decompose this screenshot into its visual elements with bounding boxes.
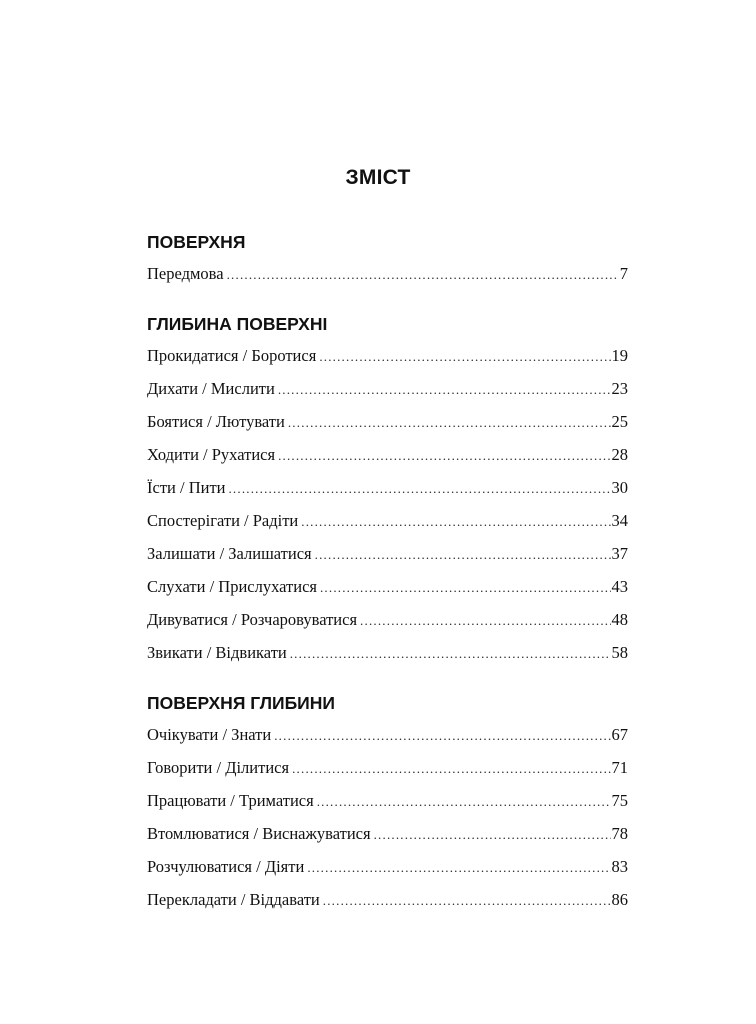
dot-leader <box>290 642 611 666</box>
dot-leader <box>274 724 610 748</box>
toc-entry-title: Передмова <box>147 264 224 283</box>
toc-entry-title: Прокидатися / Боротися <box>147 346 317 365</box>
dot-leader <box>292 757 610 781</box>
toc-entry <box>147 641 628 674</box>
toc-entry-list <box>147 723 628 921</box>
toc-entry <box>147 262 628 295</box>
toc-entry <box>147 410 628 443</box>
toc-entry-page-number: 25 <box>611 412 628 431</box>
toc-entry <box>147 789 628 822</box>
dot-leader <box>278 378 611 402</box>
toc-entry <box>147 542 628 575</box>
toc-entry <box>147 476 628 509</box>
dot-leader <box>360 609 610 633</box>
toc-entry <box>147 509 628 542</box>
dot-leader <box>307 856 610 880</box>
toc-entry-title: Залишати / Залишатися <box>147 544 312 563</box>
toc-entry <box>147 723 628 756</box>
page-title: ЗМІСТ <box>345 166 411 189</box>
toc-entry-title: Їсти / Пити <box>147 478 226 497</box>
toc-entry-page-number: 34 <box>611 511 628 530</box>
toc-section <box>147 230 628 295</box>
toc-entry-page-number: 37 <box>611 544 628 563</box>
toc-entry <box>147 756 628 789</box>
toc-entry-page-number: 30 <box>611 478 628 497</box>
toc-entry-title: Перекладати / Віддавати <box>147 890 320 909</box>
toc-entry-title: Очікувати / Знати <box>147 725 272 744</box>
dot-leader <box>288 411 611 435</box>
dot-leader <box>319 345 610 369</box>
dot-leader <box>320 576 611 600</box>
toc-entry-page-number: 71 <box>611 758 628 777</box>
dot-leader <box>374 823 611 847</box>
dot-leader <box>315 543 611 567</box>
toc-section <box>147 691 628 921</box>
toc-entry <box>147 822 628 855</box>
toc-entry-title: Говорити / Ділитися <box>147 758 290 777</box>
toc-section <box>147 312 628 674</box>
toc-entry-list <box>147 262 628 295</box>
toc-entry <box>147 608 628 641</box>
toc-entry-page-number: 28 <box>611 445 628 464</box>
toc-entry-title: Розчулюватися / Діяти <box>147 857 305 876</box>
toc-entry-title: Спостерігати / Радіти <box>147 511 299 530</box>
toc-entry-page-number: 43 <box>611 577 628 596</box>
toc-entry <box>147 377 628 410</box>
toc-entry <box>147 344 628 377</box>
dot-leader <box>228 477 610 501</box>
toc-entry-list <box>147 344 628 674</box>
toc-entry-page-number: 83 <box>611 857 628 876</box>
toc-entry-title: Боятися / Лютувати <box>147 412 285 431</box>
toc-entry <box>147 888 628 921</box>
dot-leader <box>227 263 619 287</box>
toc-entry-page-number: 86 <box>611 890 628 909</box>
toc-entry-title: Слухати / Прислухатися <box>147 577 317 596</box>
toc-entry <box>147 575 628 608</box>
toc-entry-title: Ходити / Рухатися <box>147 445 276 464</box>
table-of-contents <box>147 230 628 921</box>
toc-entry-page-number: 19 <box>611 346 628 365</box>
toc-entry-title: Дивуватися / Розчаровуватися <box>147 610 358 629</box>
toc-entry-page-number: 48 <box>611 610 628 629</box>
dot-leader <box>323 889 611 913</box>
toc-entry <box>147 443 628 476</box>
section-heading: ПОВЕРХНЯ ГЛИБИНИ <box>147 693 335 713</box>
dot-leader <box>301 510 610 534</box>
toc-entry-page-number: 75 <box>611 791 628 810</box>
toc-entry-page-number: 78 <box>611 824 628 843</box>
dot-leader <box>278 444 610 468</box>
toc-entry <box>147 855 628 888</box>
section-heading: ГЛИБИНА ПОВЕРХНІ <box>147 314 328 334</box>
toc-entry-page-number: 23 <box>611 379 628 398</box>
toc-entry-title: Звикати / Відвикати <box>147 643 287 662</box>
toc-entry-title: Працювати / Триматися <box>147 791 314 810</box>
toc-entry-title: Втомлюватися / Виснажуватися <box>147 824 371 843</box>
dot-leader <box>317 790 611 814</box>
section-heading: ПОВЕРХНЯ <box>147 232 246 252</box>
toc-entry-page-number: 7 <box>619 264 628 283</box>
toc-entry-page-number: 58 <box>611 643 628 662</box>
toc-entry-title: Дихати / Мислити <box>147 379 275 398</box>
toc-entry-page-number: 67 <box>611 725 628 744</box>
